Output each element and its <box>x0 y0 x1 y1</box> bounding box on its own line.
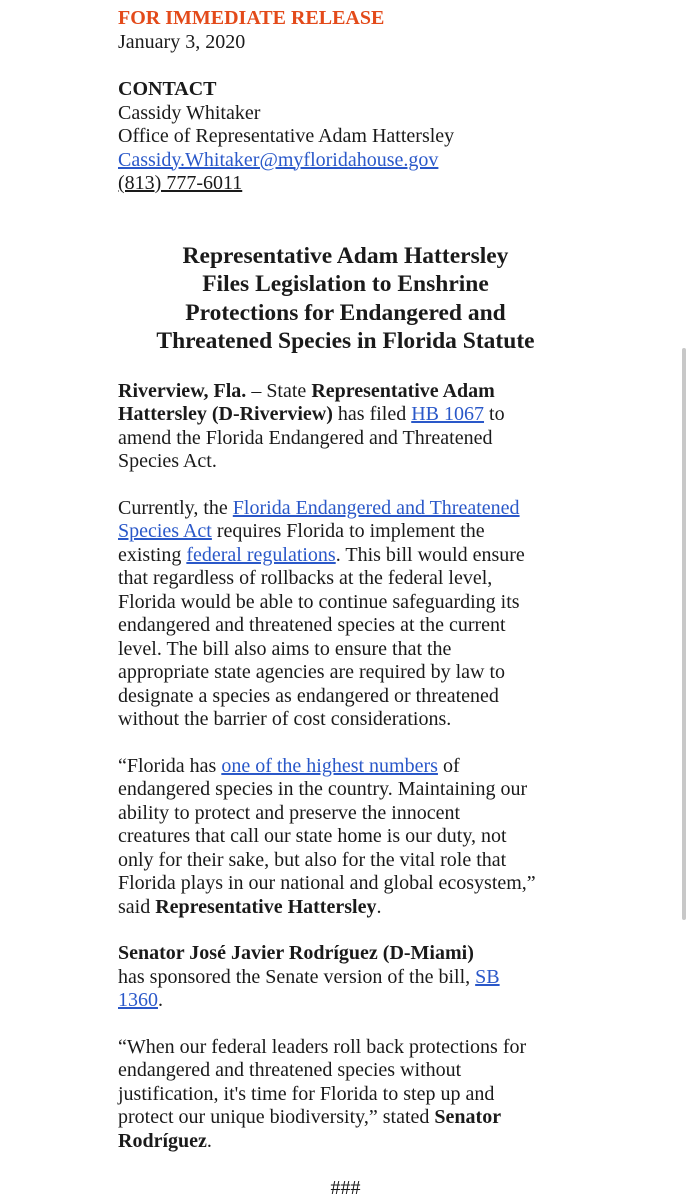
quote-speaker: Representative Hattersley <box>155 895 377 918</box>
paragraph-intro: Riverview, Fla. – State Representative Adam Hattersley (D-Riverview) has filed HB 1067 to amend the Florida Endangered and Threatened Species Act. <box>118 379 505 472</box>
dateline: Riverview, Fla. <box>118 379 247 402</box>
release-label: FOR IMMEDIATE RELEASE <box>118 7 385 29</box>
headline-line: Protections for Endangered and <box>185 299 506 326</box>
highest-numbers-link[interactable]: one of the highest numbers <box>221 754 438 777</box>
contact-name: Cassidy Whitaker <box>118 101 261 124</box>
contact-email-link[interactable]: Cassidy.Whitaker@myfloridahouse.gov <box>118 148 439 171</box>
headline-line: Representative Adam Hattersley <box>182 242 509 269</box>
federal-regulations-link[interactable]: federal regulations <box>186 543 336 566</box>
headline-line: Threatened Species in Florida Statute <box>156 328 535 354</box>
end-mark: ### <box>330 1177 361 1199</box>
paragraph-current-law: Currently, the Florida Endangered and Threatened Species Act requires Florida to implement the existing federal regulations. This bill would ensure that regardless of rollbacks at the federal level, Florida would be able to continue safeguarding its endangered and threatened species at the current level. The bill also aims to ensure that the appropriate state agencies are required by law to designate a species as endangered or threatened without the barrier of cost considerations. <box>118 496 525 730</box>
press-release <box>118 0 573 1201</box>
hb-1067-link[interactable]: HB 1067 <box>411 403 485 425</box>
scrollbar-thumb[interactable] <box>682 348 686 920</box>
headline <box>118 242 573 356</box>
contact-phone-link[interactable]: (813) 777-6011 <box>118 172 243 194</box>
representative-name: Representative Adam <box>311 379 495 402</box>
paragraph-quote-hattersley: “Florida has one of the highest numbers of endangered species in the country. Maintaining our ability to protect and preserve the innocent creatures that call our state home is our duty, not only for their sake, but also for the vital role that Florida plays in our national and global ecosystem,” said Representative Hattersley. <box>118 754 536 918</box>
paragraph-senate: Senator José Javier Rodríguez (D-Miami) has sponsored the Senate version of the bill, SB 1360. <box>118 942 500 1011</box>
florida-act-link-cont[interactable]: Species Act <box>118 520 212 542</box>
sb-1360-link[interactable]: SB <box>475 965 500 988</box>
senator-name: Senator José Javier Rodríguez (D-Miami) <box>118 942 474 964</box>
florida-act-link[interactable]: Florida Endangered and Threatened <box>232 496 520 519</box>
paragraph-quote-rodriguez: “When our federal leaders roll back protections for endangered and threatened species without justification, it's time for Florida to step up and protect our unique biodiversity,” stated Senator Rodríguez. <box>118 1035 527 1152</box>
headline-line: Files Legislation to Enshrine <box>202 271 489 297</box>
release-date: January 3, 2020 <box>118 30 246 53</box>
contact-office: Office of Representative Adam Hattersley <box>118 125 455 147</box>
contact-label: CONTACT <box>118 78 217 100</box>
quote-speaker-senator: Senator <box>434 1106 502 1128</box>
sb-1360-link-cont[interactable]: 1360 <box>118 989 158 1011</box>
